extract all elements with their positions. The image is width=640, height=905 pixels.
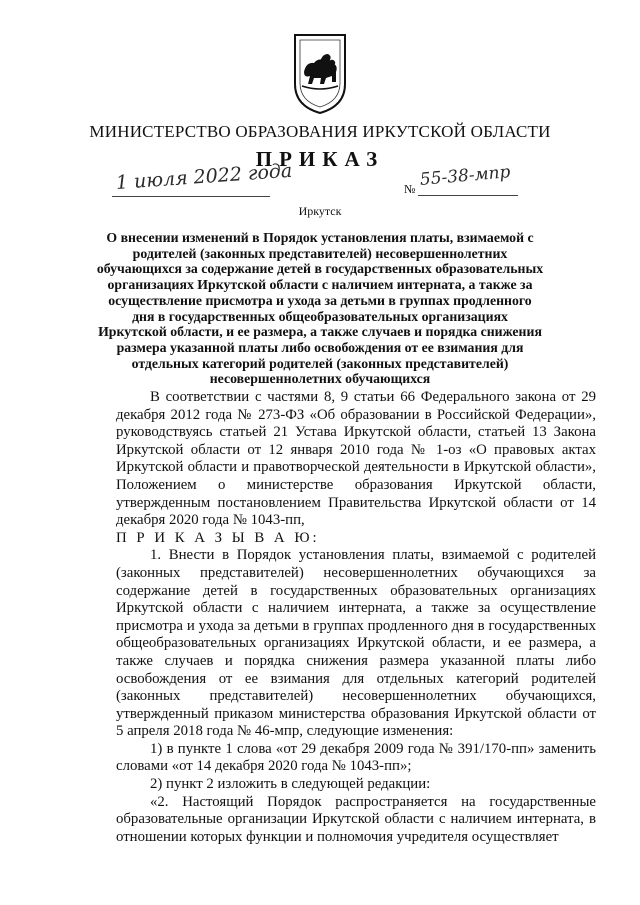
- preamble-paragraph: В соответствии с частями 8, 9 статьи 66 Федерального закона от 29 декабря 2012 года № 273-ФЗ «Об образовании в Российской Федерации», руководствуясь статьей 21 Устава Иркутской области, статьей 13 Закона Иркутской области от 12 января 2010 года № 1-оз «О правовых актах Иркутской области и правотворческой деятельности в Иркутской области», Положением о министерстве образования Иркутской области, утвержденным постановлением Правительства Иркутской области от 14 декабря 2020 года № 1043-пп,: [116, 389, 596, 529]
- number-underline: [418, 195, 518, 196]
- handwritten-date: 1 июля 2022 года: [115, 159, 293, 194]
- subitem-1-paragraph: 1) в пункте 1 слова «от 29 декабря 2009 года № 391/170-пп» заменить словами «от 14 декабря 2020 года № 1043-пп»;: [116, 740, 596, 775]
- ministry-name: МИНИСТЕРСТВО ОБРАЗОВАНИЯ ИРКУТСКОЙ ОБЛАСТИ: [89, 122, 551, 141]
- date-underline: [112, 196, 270, 197]
- order-word: П Р И К А З Ы В А Ю:: [116, 529, 320, 546]
- document-type-heading: ПРИКАЗ: [255, 147, 385, 171]
- order-body: [116, 389, 596, 846]
- item-1-paragraph: 1. Внести в Порядок установления платы, взимаемой с родителей (законных представителей) несовершеннолетних обучающихся за содержание детей в государственных образовательных организациях Иркутской области с наличием интерната, а также за осуществление присмотра и ухода за детьми в группах продленного дня в государственных общеобразовательных организациях Иркутской области, и ее размера, а также случаев и порядка снижения размера указанной платы либо освобождения от ее взимания для отдельных категорий родителей (законных представителей) несовершеннолетних обучающихся, утвержденный приказом министерства образования Иркутской области от 5 апреля 2018 года № 46-мпр, следующие изменения:: [116, 547, 596, 740]
- quoted-paragraph: «2. Настоящий Порядок распространяется на государственные образовательные организации Иркутской области с наличием интерната, в отношении которых функции и полномочия учредителя осуществляет: [116, 793, 596, 845]
- number-sign: №: [404, 182, 416, 196]
- handwritten-order-number: 55-38-мпр: [419, 162, 512, 190]
- subitem-2-paragraph: 2) пункт 2 изложить в следующей редакции:: [150, 776, 431, 793]
- order-title: О внесении изменений в Порядок установления платы, взимаемой с родителей (законных представителей) несовершеннолетних обучающихся за содержание детей в государственных образовательных организациях Иркутской области с наличием интерната, а также за осуществление присмотра и ухода за детьми в группах продленного дня в государственных общеобразовательных организациях Иркутской области, и ее размера, а также случаев и порядка снижения размера указанной платы либо освобождения от ее взимания для отдельных категорий родителей (законных представителей) несовершеннолетних обучающихся: [96, 230, 544, 387]
- city-name: Иркутск: [298, 204, 342, 218]
- coat-of-arms-emblem: [292, 32, 348, 116]
